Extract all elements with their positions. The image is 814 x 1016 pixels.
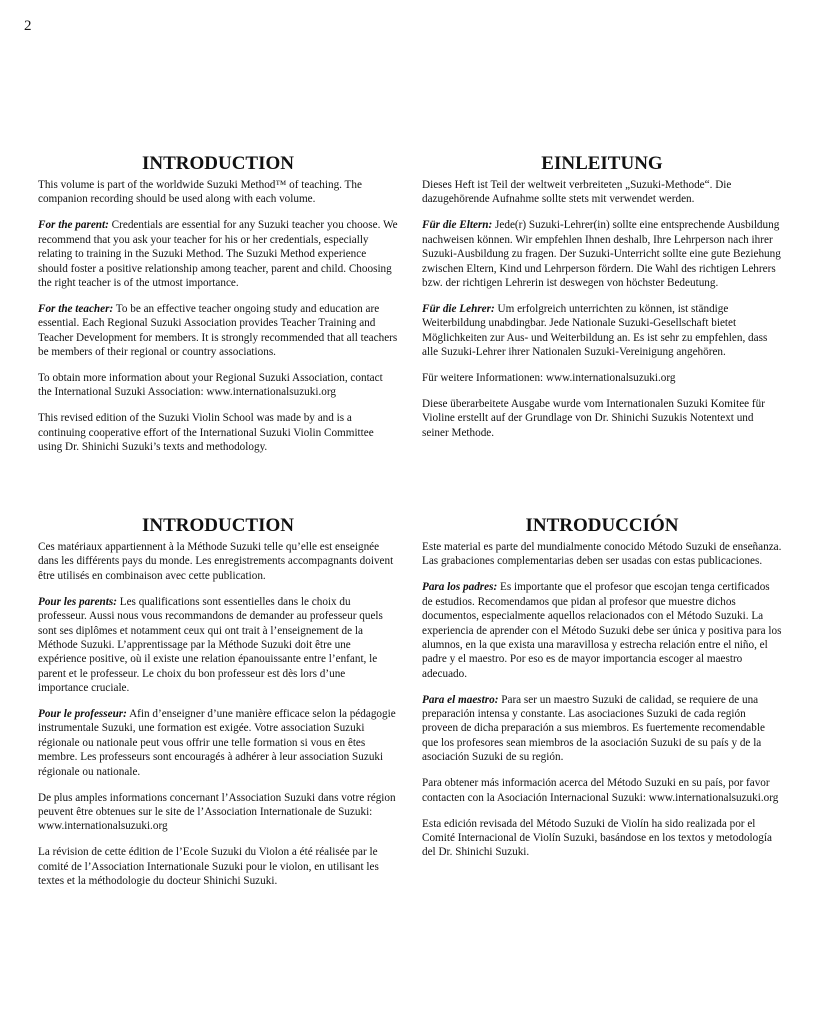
parent-paragraph: [422, 218, 782, 290]
teacher-text: Afin d’enseigner d’une manière efficace selon la pédagogie instrumentale Suzuki, une formation est exigée. Votre association Suzuki régionale ou nationale peut vous offrir une telle formation si vous en êtes membre. Les professeurs sont encouragés à adhérer à leur association Suzuki régionale ou nationale.: [38, 708, 396, 778]
teacher-lead: Pour le professeur:: [38, 708, 127, 721]
teacher-lead: Para el maestro:: [422, 693, 499, 706]
teacher-paragraph: [38, 302, 398, 360]
parent-text: Jede(r) Suzuki-Lehrer(in) sollte eine entsprechende Ausbildung nachweisen können. Wir empfehlen Ihnen deshalb, Ihre Lehrperson nach ihrer Suzuki-Ausbildung zu fragen. Der Suzuki-Unterricht sollte eine gute Beziehung zwischen Eltern, Kind und Lehrperson fördern. Die Wahl des richtigen Lehrers bzw. der richtigen Lehrerin ist deswegen von höchster Bedeutung.: [422, 219, 781, 289]
parent-lead: Für die Eltern:: [422, 219, 493, 232]
info-paragraph: Für weitere Informationen: www.internationalsuzuki.org: [422, 371, 676, 384]
introduction-french: [38, 515, 398, 900]
parent-paragraph: [38, 218, 398, 290]
teacher-lead: Für die Lehrer:: [422, 302, 495, 315]
section-heading: INTRODUCCIÓN: [525, 515, 679, 536]
parent-text: Es importante que el profesor que escojan tenga certificados de estudios. Recomendamos que pidan al profesor que muestre dichos documentos, especialmente aquellos relacionados con el Método Suzuki. La experiencia de aprender con el Método Suzuki debe ser única y positiva para los alumnos, en la que exista una maravillosa y estrecha relación entre el niño, el padre y el maestro. Por eso es de mayor importancia escoger al maestro adecuado.: [422, 581, 782, 680]
parent-paragraph: [422, 580, 782, 681]
section-heading: INTRODUCTION: [141, 515, 295, 536]
teacher-text: Um erfolgreich unterrichten zu können, ist ständige Weiterbildung unabdingbar. Jede Nationale Suzuki-Gesellschaft bietet Möglichkeiten zur Aus- und Weiterbildung an. Es ist sehr zu empfehlen, dass alle Suzuki-Lehrer ihrer Nationalen Suzuki-Vereinigung angehören.: [422, 302, 768, 359]
teacher-paragraph: [38, 707, 398, 779]
revision-paragraph: Diese überarbeitete Ausgabe wurde vom Internationalen Suzuki Komitee für Violine erstellt auf der Grundlage von Dr. Shinichi Suzukis Notentext und seiner Methode.: [422, 397, 765, 439]
parent-text: Les qualifications sont essentielles dans le choix du professeur. Aussi nous vous recommandons de demander au professeur quels sont ses diplômes et notamment ceux qui ont trait à l’enseignement de la Méthode Suzuki. L’apprentissage par la Méthode Suzuki doit être une expérience positive, où il existe une relation épanouissante entre l’enfant, le parent et le professeur. Le choix du bon professeur est dès lors d’une importance cruciale.: [38, 595, 383, 695]
parent-lead: Pour les parents:: [38, 595, 117, 608]
teacher-paragraph: [422, 302, 782, 360]
parent-paragraph: [38, 595, 398, 696]
teacher-paragraph: [422, 693, 782, 765]
section-heading: INTRODUCTION: [141, 153, 295, 174]
revision-paragraph: Esta edición revisada del Método Suzuki de Violín ha sido realizada por el Comité Internacional de Violín Suzuki, basándose en los textos y metodología del Dr. Shinichi Suzuki.: [422, 817, 772, 859]
intro-paragraph: Dieses Heft ist Teil der weltweit verbreiteten „Suzuki-Methode“. Die dazugehörende Aufnahme sollte stets mit verwendet werden.: [422, 179, 732, 206]
parent-lead: Para los padres:: [422, 581, 498, 594]
introduction-spanish: [422, 515, 782, 871]
revision-paragraph: La révision de cette édition de l’Ecole Suzuki du Violon a été réalisée par le comité de l’Association Internationale Suzuki pour le violon, en utilisant les textes et la méthodologie du docteur Shinichi Suzuki.: [38, 846, 379, 888]
info-paragraph: Para obtener más información acerca del Método Suzuki en su país, por favor contacten con la Asociación Internacional Suzuki: www.internationalsuzuki.org: [422, 777, 779, 804]
intro-paragraph: Ces matériaux appartiennent à la Méthode Suzuki telle qu’elle est enseignée dans les différents pays du monde. Les enregistrements accompagnants doivent être utilisés en combinaison avec cette publication.: [38, 541, 394, 582]
teacher-text: To be an effective teacher ongoing study and education are essential. Each Regional Suzuki Association provides Teacher Training and Teacher Development for members. It is strongly recommended that all teachers be members of their regional or country associations.: [38, 302, 398, 359]
parent-lead: For the parent:: [38, 219, 109, 232]
introduction-german: [422, 153, 782, 452]
introduction-english: [38, 153, 398, 466]
revision-paragraph: This revised edition of the Suzuki Violin School was made by and is a continuing cooperative effort of the International Suzuki Violin Committee using Dr. Shinichi Suzuki’s texts and methodology.: [38, 412, 374, 454]
teacher-lead: For the teacher:: [38, 302, 114, 315]
info-paragraph: De plus amples informations concernant l’Association Suzuki dans votre région peuvent être obtenues sur le site de l’Association Internationale de Suzuki: www.internationalsuzuki.org: [38, 791, 396, 833]
info-paragraph: To obtain more information about your Regional Suzuki Association, contact the International Suzuki Association: www.internationalsuzuki.org: [38, 371, 383, 399]
teacher-text: Para ser un maestro Suzuki de calidad, se requiere de una preparación intensa y constante. Las asociaciones Suzuki de cada región proveen de dicha preparación a sus miembros. Es fuertemente recomendable que los profesores sean miembros de la asociación Suzuki de su país y de la asociación Suzuki de su región.: [422, 693, 765, 764]
parent-text: Credentials are essential for any Suzuki teacher you choose. We recommend that you ask your teacher for his or her credentials, especially relating to training in the Suzuki Method. The Suzuki Method experience should foster a positive relationship among teacher, parent and child. Choosing the right teacher is of the utmost importance.: [38, 219, 398, 289]
page-number: 2: [24, 18, 32, 34]
intro-paragraph: This volume is part of the worldwide Suzuki Method™ of teaching. The companion recording should be used along with each volume.: [38, 179, 362, 206]
intro-paragraph: Este material es parte del mundialmente conocido Método Suzuki de enseñanza. Las grabaciones complementarias deben ser usadas con estas publicaciones.: [422, 541, 782, 568]
section-heading: EINLEITUNG: [541, 153, 663, 174]
